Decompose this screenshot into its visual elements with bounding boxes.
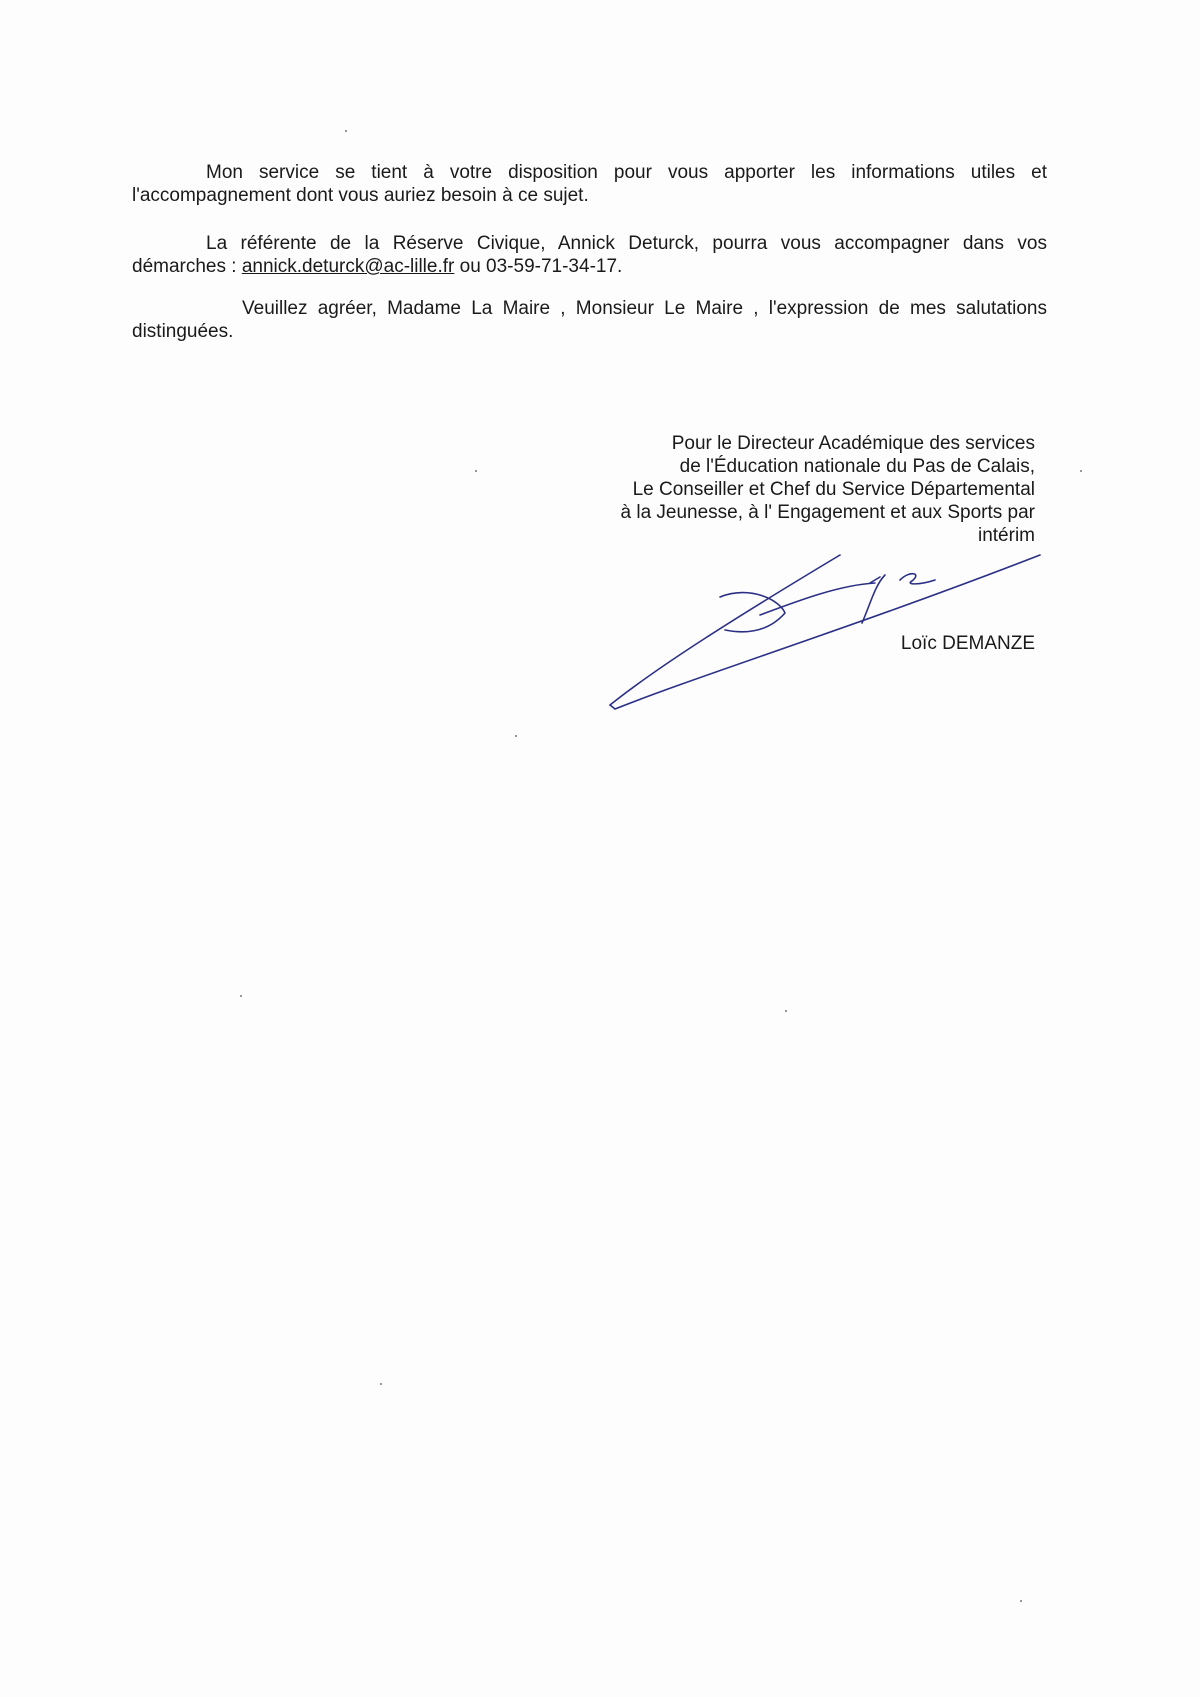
- scan-speck: [345, 130, 347, 132]
- paragraph-service-disposition: [132, 161, 1047, 207]
- signatory-name: Loïc DEMANZE: [900, 633, 1035, 654]
- scan-speck: [475, 470, 477, 472]
- scan-speck: [240, 995, 242, 997]
- signature-line: Le Conseiller et Chef du Service Départemental: [632, 479, 1035, 500]
- paragraph-phone-text: ou 03-59-71-34-17.: [454, 256, 623, 277]
- signature-title-block: [555, 432, 1035, 547]
- paragraph-text: Mon service se tient à votre disposition pour vous apporter les informations utiles et l'accompagnement dont vous auriez besoin à ce sujet.: [132, 162, 1047, 206]
- scan-speck: [380, 1383, 382, 1385]
- paragraph-text: La référente de la Réserve Civique, Annick Deturck, pourra vous accompagner dans vos démarches :: [132, 233, 1047, 277]
- signature-line: Pour le Directeur Académique des services: [671, 433, 1035, 454]
- handwritten-signature: [600, 545, 1050, 715]
- referente-email-link[interactable]: annick.deturck@ac-lille.fr: [241, 256, 455, 277]
- scan-speck: [1080, 470, 1082, 472]
- signature-line: à la Jeunesse, à l' Engagement et aux Sports par: [620, 502, 1035, 523]
- scan-speck: [1020, 1600, 1022, 1602]
- paragraph-referente: [132, 232, 1047, 278]
- scan-speck: [785, 1010, 787, 1012]
- scan-speck: [515, 735, 517, 737]
- signature-line: intérim: [977, 525, 1035, 546]
- paragraph-text: Veuillez agréer, Madame La Maire , Monsieur Le Maire , l'expression de mes salutations distinguées.: [132, 298, 1047, 342]
- paragraph-salutations: [132, 297, 1047, 343]
- signature-line: de l'Éducation nationale du Pas de Calais,: [679, 456, 1035, 477]
